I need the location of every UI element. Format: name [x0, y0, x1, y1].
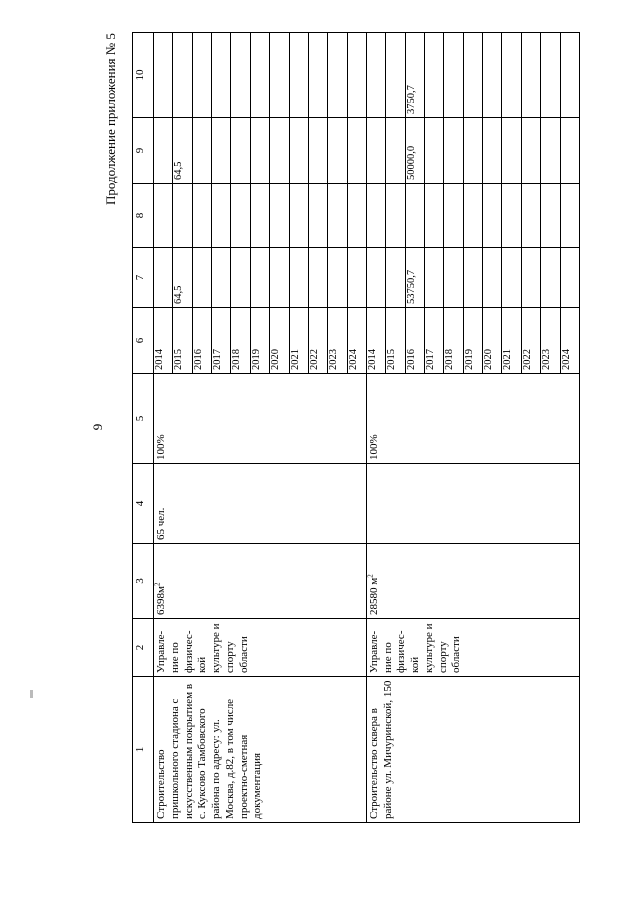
value-cell-c9: [328, 33, 347, 118]
value-cell-c9: [560, 33, 579, 118]
rotated-table-wrapper: [132, 33, 580, 823]
column-header-3: 3: [133, 544, 154, 619]
executor-cell: [154, 619, 367, 677]
executor-cell-text: Управле-ние по физичес-кой культуре и спорту области: [155, 623, 250, 673]
value-cell-c9: [463, 33, 482, 118]
value-cell-c7: [231, 184, 250, 248]
year-cell: 2014: [366, 308, 385, 374]
value-cell-c6: [231, 248, 250, 308]
year-cell: 2018: [444, 308, 463, 374]
year-cell: 2022: [521, 308, 540, 374]
value-cell-c6: 53750,7: [405, 248, 424, 308]
people-cell-text: 65 чел.: [155, 507, 167, 540]
column-header-5: 5: [133, 374, 154, 464]
value-cell-c7: [366, 184, 385, 248]
value-cell-c9: [541, 33, 560, 118]
year-cell: 2024: [347, 308, 366, 374]
value-cell-c6: [250, 248, 269, 308]
value-cell-c7: [250, 184, 269, 248]
value-cell-c7: [212, 184, 231, 248]
year-cell: 2023: [541, 308, 560, 374]
value-cell-c8: [308, 118, 327, 184]
value-cell-c6: [289, 248, 308, 308]
column-header-4: 4: [133, 464, 154, 544]
value-cell-c6: [483, 248, 502, 308]
value-cell-c7: [289, 184, 308, 248]
value-cell-c7: [425, 184, 444, 248]
executor-cell: [366, 619, 579, 677]
value-cell-c6: [270, 248, 289, 308]
value-cell-c8: [483, 118, 502, 184]
table-row: [366, 33, 385, 823]
year-cell: 2017: [425, 308, 444, 374]
value-cell-c6: [502, 248, 521, 308]
year-cell: 2016: [192, 308, 211, 374]
value-cell-c7: [154, 184, 173, 248]
value-cell-c8: [560, 118, 579, 184]
value-cell-c7: [192, 184, 211, 248]
program-table: [132, 32, 580, 823]
appendix-caption: Продолжение приложения № 5: [103, 33, 118, 205]
value-cell-c6: [560, 248, 579, 308]
value-cell-c7: [347, 184, 366, 248]
column-header-8: 8: [133, 184, 154, 248]
readiness-cell-text: 100%: [155, 434, 167, 460]
value-cell-c9: [212, 33, 231, 118]
value-cell-c9: [366, 33, 385, 118]
column-header-6: 6: [133, 308, 154, 374]
readiness-cell-text: 100%: [367, 434, 380, 460]
value-cell-c8: [425, 118, 444, 184]
year-cell: 2018: [231, 308, 250, 374]
column-header-1: 1: [133, 677, 154, 823]
value-cell-c6: [347, 248, 366, 308]
value-cell-c8: [502, 118, 521, 184]
value-cell-c6: 64,5: [173, 248, 192, 308]
year-cell: 2015: [173, 308, 192, 374]
value-cell-c6: [386, 248, 405, 308]
value-cell-c9: [425, 33, 444, 118]
value-cell-c6: [521, 248, 540, 308]
page-number: 9: [90, 423, 105, 431]
year-cell: 2014: [154, 308, 173, 374]
value-cell-c6: [154, 248, 173, 308]
column-header-10: 10: [133, 33, 154, 118]
year-cell: 2022: [308, 308, 327, 374]
value-cell-c8: [347, 118, 366, 184]
value-cell-c9: [444, 33, 463, 118]
value-cell-c9: [250, 33, 269, 118]
value-cell-c8: [521, 118, 540, 184]
readiness-cell: [154, 374, 367, 464]
value-cell-c9: [192, 33, 211, 118]
value-cell-c9: [231, 33, 250, 118]
executor-cell-text: Управле-ние по физичес-кой культуре и спорту области: [367, 623, 463, 673]
year-cell: 2020: [483, 308, 502, 374]
value-cell-c9: [289, 33, 308, 118]
column-header-2: 2: [133, 619, 154, 677]
value-cell-c9: [173, 33, 192, 118]
value-cell-c6: [212, 248, 231, 308]
year-cell: 2021: [289, 308, 308, 374]
value-cell-c7: [483, 184, 502, 248]
column-header-7: 7: [133, 248, 154, 308]
value-cell-c6: [463, 248, 482, 308]
table-header-row: [133, 33, 154, 823]
people-cell: [154, 464, 367, 544]
project-name-cell: [154, 677, 367, 823]
value-cell-c8: [212, 118, 231, 184]
value-cell-c8: [231, 118, 250, 184]
capacity-cell-text: 6398м: [155, 586, 167, 615]
project-name-cell-text: Строительство сквера в районе ул. Мичуринской, 150: [367, 680, 394, 819]
year-cell: 2015: [386, 308, 405, 374]
value-cell-c7: [444, 184, 463, 248]
project-name-cell: [366, 677, 579, 823]
value-cell-c9: [347, 33, 366, 118]
table-body: [154, 33, 580, 823]
value-cell-c7: [502, 184, 521, 248]
value-cell-c7: [386, 184, 405, 248]
value-cell-c9: [308, 33, 327, 118]
value-cell-c6: [366, 248, 385, 308]
value-cell-c7: [328, 184, 347, 248]
value-cell-c8: 64,5: [173, 118, 192, 184]
scan-speck: [30, 690, 33, 698]
value-cell-c7: [270, 184, 289, 248]
value-cell-c9: 3750,7: [405, 33, 424, 118]
value-cell-c7: [308, 184, 327, 248]
value-cell-c8: [250, 118, 269, 184]
value-cell-c6: [541, 248, 560, 308]
value-cell-c6: [308, 248, 327, 308]
column-header-9: 9: [133, 118, 154, 184]
value-cell-c9: [386, 33, 405, 118]
value-cell-c9: [502, 33, 521, 118]
value-cell-c8: [541, 118, 560, 184]
year-cell: 2017: [212, 308, 231, 374]
value-cell-c8: [289, 118, 308, 184]
value-cell-c8: [386, 118, 405, 184]
value-cell-c8: [328, 118, 347, 184]
readiness-cell: [366, 374, 579, 464]
value-cell-c8: [463, 118, 482, 184]
area-unit-superscript: 2: [366, 574, 375, 578]
table-row: [154, 33, 173, 823]
value-cell-c9: [483, 33, 502, 118]
value-cell-c6: [328, 248, 347, 308]
capacity-cell-text: 28580 м: [367, 577, 380, 615]
value-cell-c6: [192, 248, 211, 308]
value-cell-c7: [173, 184, 192, 248]
year-cell: 2023: [328, 308, 347, 374]
value-cell-c7: [405, 184, 424, 248]
value-cell-c8: [444, 118, 463, 184]
year-cell: 2019: [463, 308, 482, 374]
value-cell-c8: [154, 118, 173, 184]
value-cell-c9: [521, 33, 540, 118]
year-cell: 2020: [270, 308, 289, 374]
value-cell-c8: [366, 118, 385, 184]
value-cell-c8: [192, 118, 211, 184]
value-cell-c8: [270, 118, 289, 184]
year-cell: 2016: [405, 308, 424, 374]
year-cell: 2024: [560, 308, 579, 374]
year-cell: 2021: [502, 308, 521, 374]
value-cell-c8: 50000,0: [405, 118, 424, 184]
value-cell-c7: [541, 184, 560, 248]
value-cell-c7: [521, 184, 540, 248]
year-cell: 2019: [250, 308, 269, 374]
value-cell-c7: [463, 184, 482, 248]
value-cell-c6: [444, 248, 463, 308]
value-cell-c9: [154, 33, 173, 118]
value-cell-c6: [425, 248, 444, 308]
value-cell-c7: [560, 184, 579, 248]
capacity-cell: [366, 544, 579, 619]
people-cell: [366, 464, 579, 544]
project-name-cell-text: Строительство пришкольного стадиона с искусственным покрытием в с. Куксово Тамбовского района по адресу: ул. Москва, д.82, в том числе проектно-сметная документация: [155, 683, 264, 819]
area-unit-superscript: 2: [153, 582, 162, 587]
capacity-cell: [154, 544, 367, 619]
value-cell-c9: [270, 33, 289, 118]
